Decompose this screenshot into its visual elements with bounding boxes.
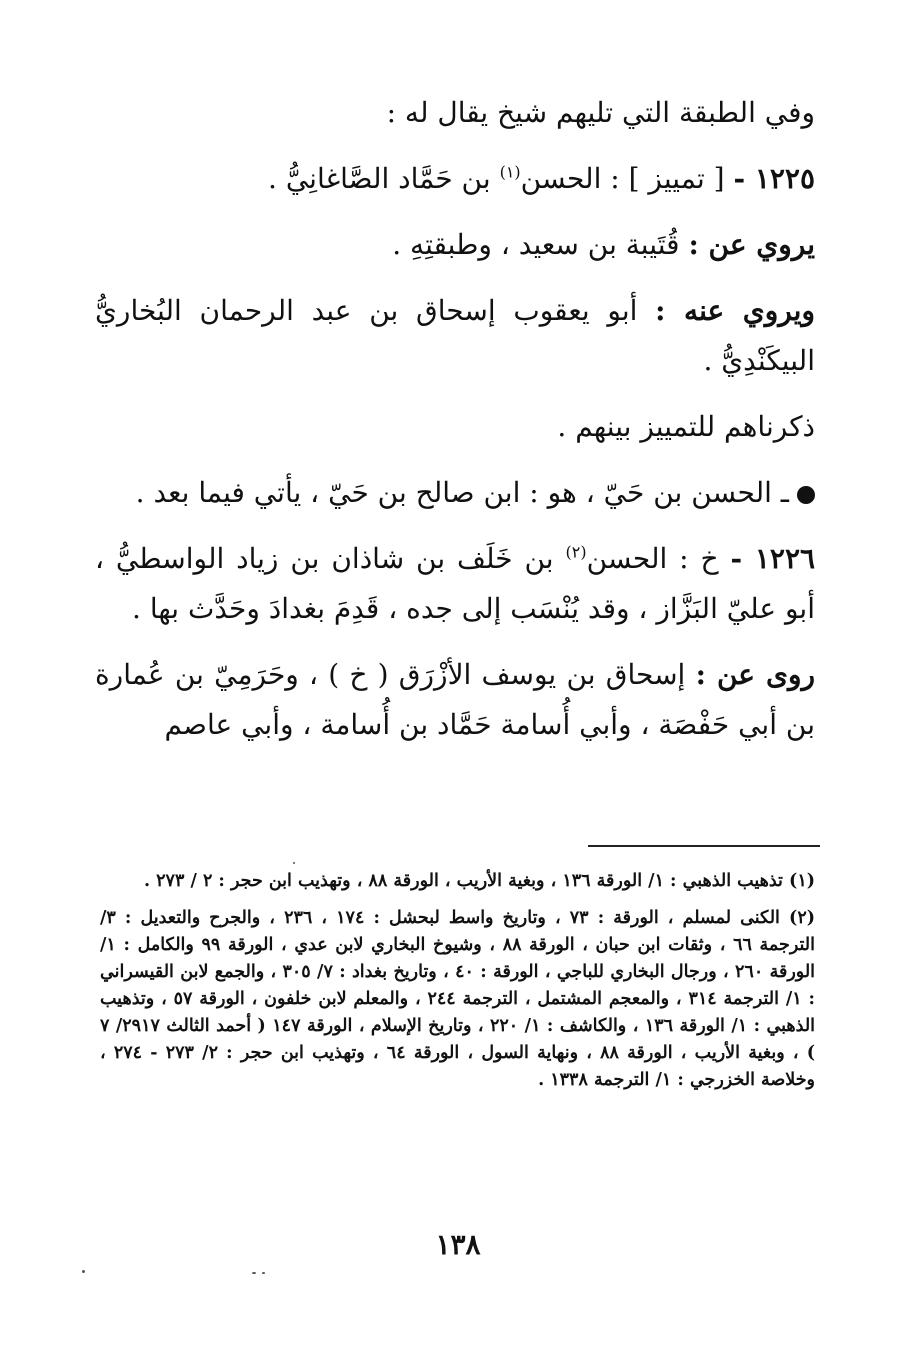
entry-text: خ : الحسن [586,542,719,575]
main-text [95,88,815,766]
narrated-from-paragraph [95,650,815,750]
footnote-2: (٢) الكنى لمسلم ، الورقة : ٧٣ ، وتاريخ واسط لبحشل : ١٧٤ ، ٢٣٦ ، والجرح والتعديل : ٣/ الترجمة ٦٦ ، وثقات ابن حبان ، الورقة ٨٨ ، وشيوخ البخاري لابن عدي ، الورقة ٩٩ والكامل : ١/ الورقة ٢٦٠ ، ورجال البخاري للباجي ، الورقة : ٤٠ ، وتاريخ بغداد : ٧/ ٣٠٥ ، والجمع لابن القيسراني : ١/ الترجمة ٣١٤ ، والمعجم المشتمل ، الترجمة ٢٤٤ ، والمعلم لابن خلفون ، الورقة ٥٧ ، وتذهيب الذهبي : ١/ الورقة ١٣٦ ، والكاشف : ١/ ٢٢٠ ، وتاريخ الإسلام ، الورقة ١٤٧ ( أحمد الثالث ٢٩١٧/ ٧ ) ، وبغية الأريب ، الورقة ٨٨ ، ونهاية السول ، الورقة ٦٤ ، وتهذيب ابن حجر : ٢/ ٢٧٣ - ٢٧٤ ، وخلاصة الخزرجي : ١/ الترجمة ١٣٣٨ . [100,908,816,1090]
narrated-from-text: إسحاق بن يوسف الأزْرَق ( خ ) ، وحَرَمِيّ بن عُمارة بن أبي حَفْصَة ، وأبي أُسامة حَمَّاد بن أُسامة ، وأبي عاصم [95,658,815,741]
bullet-icon [797,486,815,504]
entry-number: ١٢٢٦ - [730,542,816,575]
intro-text: وفي الطبقة التي تليهم شيخ يقال له : [386,96,815,129]
intro-paragraph [95,88,815,138]
scan-speck [293,862,295,864]
narrated-by-text: أبو يعقوب إسحاق بن عبد الرحمان البُخاريُّ البيكَنْدِيُّ . [95,294,815,377]
footnote-ref-2: (٢) [565,542,587,562]
cross-reference-text: ـ الحسن بن حَيّ ، هو : ابن صالح بن حَيّ ، يأتي فيما بعد . [135,476,789,509]
entry-number: ١٢٢٥ - [733,162,815,195]
footnote-1: (١) تذهيب الذهبي : ١/ الورقة ١٣٦ ، وبغية الأريب ، الورقة ٨٨ ، وتهذيب ابن حجر : ٢ / ٢٧٣ . [143,871,815,891]
narrated-from-label: روى عن : [695,658,816,691]
entry-text-continued: بن خَلَف بن شاذان بن زياد الواسطيُّ ، أبو عليّ البَزَّاز ، وقد يُنْسَب إلى جده ، قَدِمَ بغدادَ وحَدَّث بها . [95,542,815,625]
distinction-text: ذكرناهم للتمييز بينهم . [557,410,815,443]
narrates-from-text: قُتَيبة بن سعيد ، وطبقتِهِ . [392,228,680,261]
footnote-divider [588,845,820,847]
footnote-ref-1: (١) [499,162,521,182]
distinction-note [95,402,815,452]
entry-text: [ تمييز ] : الحسن [520,162,725,195]
scan-speck [262,1272,265,1274]
scan-speck [82,1270,85,1273]
entry-1225 [95,154,815,204]
scan-speck [252,1272,256,1274]
narrates-from-paragraph [95,220,815,270]
narrated-by-label: ويروي عنه : [655,294,816,327]
narrates-from-label: يروي عن : [688,228,815,261]
entry-text-continued: بن حَمَّاد الصَّاغانِيُّ . [268,162,491,195]
entry-1226 [95,534,815,634]
cross-reference-paragraph [95,468,815,518]
footnotes [100,868,815,1104]
narrated-by-paragraph [95,286,815,386]
page-number: ١٣٨ [435,1228,481,1261]
